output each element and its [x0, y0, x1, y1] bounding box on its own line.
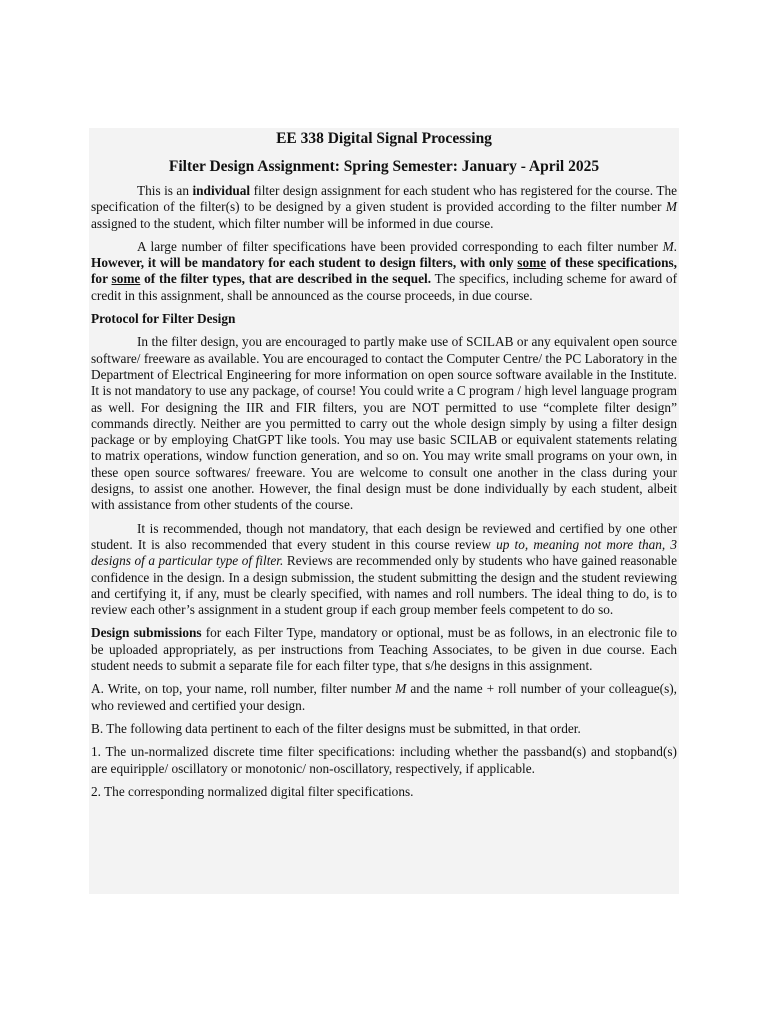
text-run-italic: up to, meaning not more than, 3 designs of a particular type of filter. [91, 536, 677, 569]
text-run-bold: of these specifications, for [91, 255, 677, 287]
text-run-italic: M [395, 681, 407, 697]
text-run: A. Write, on top, your name, roll number, filter number [91, 681, 396, 697]
assignment-title: Filter Design Assignment: Spring Semester: January - April 2025 [168, 158, 600, 175]
text-run: This is an [137, 183, 193, 198]
text-run: . [673, 238, 677, 254]
text-run-bold: individual [192, 183, 251, 198]
item-2: 2. The corresponding normalized digital filter specifications. [91, 783, 414, 799]
text-run: It is recommended, though not mandatory, that each design be reviewed and certified by one other student. It is also recommended that every student in this course review [91, 520, 677, 552]
protocol-paragraph: In the filter design, you are encouraged to partly make use of SCILAB or any equivalent open source software/ freeware as available. You are encouraged to contact the Computer Centre/ the PC Laboratory in the Department of Electrical Engineering for more information on open source software available in the Institute. It is not mandatory to use any package, of course! You could write a C program / high level language program as well. For designing the IIR and FIR filters, you are NOT permitted to use “complete filter design” commands directly. Neither are you permitted to carry out the whole design simply by using a filter design package or by employing ChatGPT like tools. You may use basic SCILAB or equivalent statements relating to matrix operations, window function generation, and so on. You may write small programs on your own, in these open source softwares/ freeware. You are welcome to consult one another in the class during your designs, to assist one another. However, the final design must be done individually by each student, albeit with assistance from other students of the course. [91, 334, 677, 513]
text-run-bold-underline: some [517, 255, 547, 271]
course-title: EE 338 Digital Signal Processing [276, 130, 492, 147]
review-paragraph [91, 521, 677, 619]
text-run-bold: Design submissions [91, 625, 202, 641]
text-run-bold-underline: some [111, 271, 141, 287]
item-a [91, 681, 677, 714]
text-run: The specifics, including scheme for award of credit in this assignment, shall be announced as the course proceeds, in due course. [91, 271, 677, 303]
document-page [89, 128, 679, 894]
text-run-bold: of the filter types, that are described in the sequel. [140, 271, 432, 287]
text-run-italic: M [665, 199, 677, 215]
text-run-bold: However, it will be mandatory for each student to design filters, with only [91, 255, 518, 271]
intro-paragraph [91, 183, 677, 232]
text-run: filter design assignment for each student who has registered for the course. The specification of the filter(s) to be designed by a given student is provided according to the filter number [91, 183, 677, 215]
text-run: assigned to the student, which filter number will be informed in due course. [91, 215, 494, 231]
specifications-paragraph [91, 239, 677, 304]
text-run: Reviews are recommended only by students who have gained reasonable confidence in the design. In a design submission, the student submitting the design and the student reviewing and certifying it, if any, must be clearly specified, with names and roll numbers. The ideal thing to do, is to review each other’s assignment in a student group if each group member feels competent to do so. [91, 553, 677, 618]
item-1: 1. The un-normalized discrete time filter specifications: including whether the passband(s) and stopband(s) are equiripple/ oscillatory or monotonic/ non-oscillatory, respectively, if applicable. [91, 744, 677, 776]
text-run-italic: M [662, 238, 674, 254]
protocol-heading: Protocol for Filter Design [91, 311, 236, 327]
text-run: for each Filter Type, mandatory or optional, must be as follows, in an electronic file to be uploaded appropriately, as per instructions from Teaching Associates, to be given in due course. Each student needs to submit a separate file for each filter type, that s/he designs in this assignment. [91, 625, 677, 674]
item-b: B. The following data pertinent to each of the filter designs must be submitted, in that order. [91, 720, 581, 736]
submissions-paragraph [91, 625, 677, 674]
text-run: and the name + roll number of your colleague(s), who reviewed and certified your design. [91, 681, 678, 713]
text-run: A large number of filter specifications have been provided corresponding to each filter number [137, 238, 663, 254]
